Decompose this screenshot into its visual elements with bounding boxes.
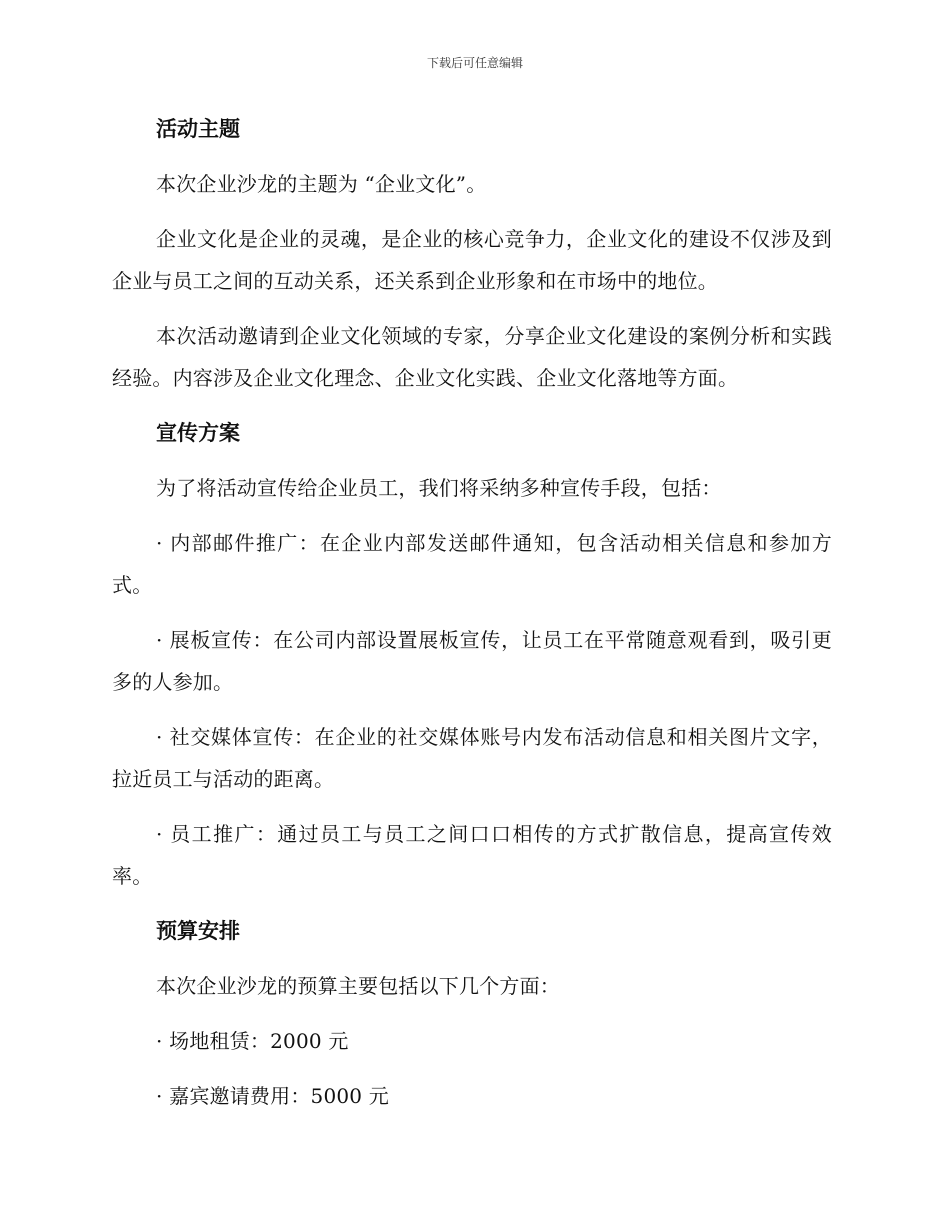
list-item: · 场地租赁：2000 元: [156, 1029, 349, 1053]
paragraph: 本次企业沙龙的主题为 “企业文化”。: [156, 172, 487, 196]
paragraph: 为了将活动宣传给企业员工，我们将采纳多种宣传手段，包括：: [156, 476, 722, 500]
list-item: · 展板宣传：在公司内部设置展板宣传，让员工在平常随意观看到，吸引更多的人参加。: [112, 628, 832, 694]
list-item: · 社交媒体宣传：在企业的社交媒体账号内发布活动信息和相关图片文字，拉近员工与活动的距离。: [112, 725, 832, 791]
document-body: [112, 108, 832, 1130]
list-item: · 员工推广：通过员工与员工之间口口相传的方式扩散信息，提高宣传效率。: [112, 822, 832, 888]
list-item: · 内部邮件推广：在企业内部发送邮件通知，包含活动相关信息和参加方式。: [112, 531, 832, 597]
paragraph: 企业文化是企业的灵魂，是企业的核心竞争力，企业文化的建设不仅涉及到企业与员工之间的互动关系，还关系到企业形象和在市场中的地位。: [112, 227, 832, 293]
section-heading-budget: 预算安排: [156, 918, 240, 943]
page-header: 下载后可任意编辑: [426, 56, 523, 70]
section-heading-activity-theme: 活动主题: [156, 116, 240, 141]
paragraph: 本次活动邀请到企业文化领域的专家，分享企业文化建设的案例分析和实践经验。内容涉及企业文化理念、企业文化实践、企业文化落地等方面。: [112, 324, 832, 390]
section-heading-promotion-plan: 宣传方案: [156, 420, 240, 445]
paragraph: 本次企业沙龙的预算主要包括以下几个方面：: [156, 974, 560, 998]
list-item: · 嘉宾邀请费用：5000 元: [156, 1084, 389, 1108]
